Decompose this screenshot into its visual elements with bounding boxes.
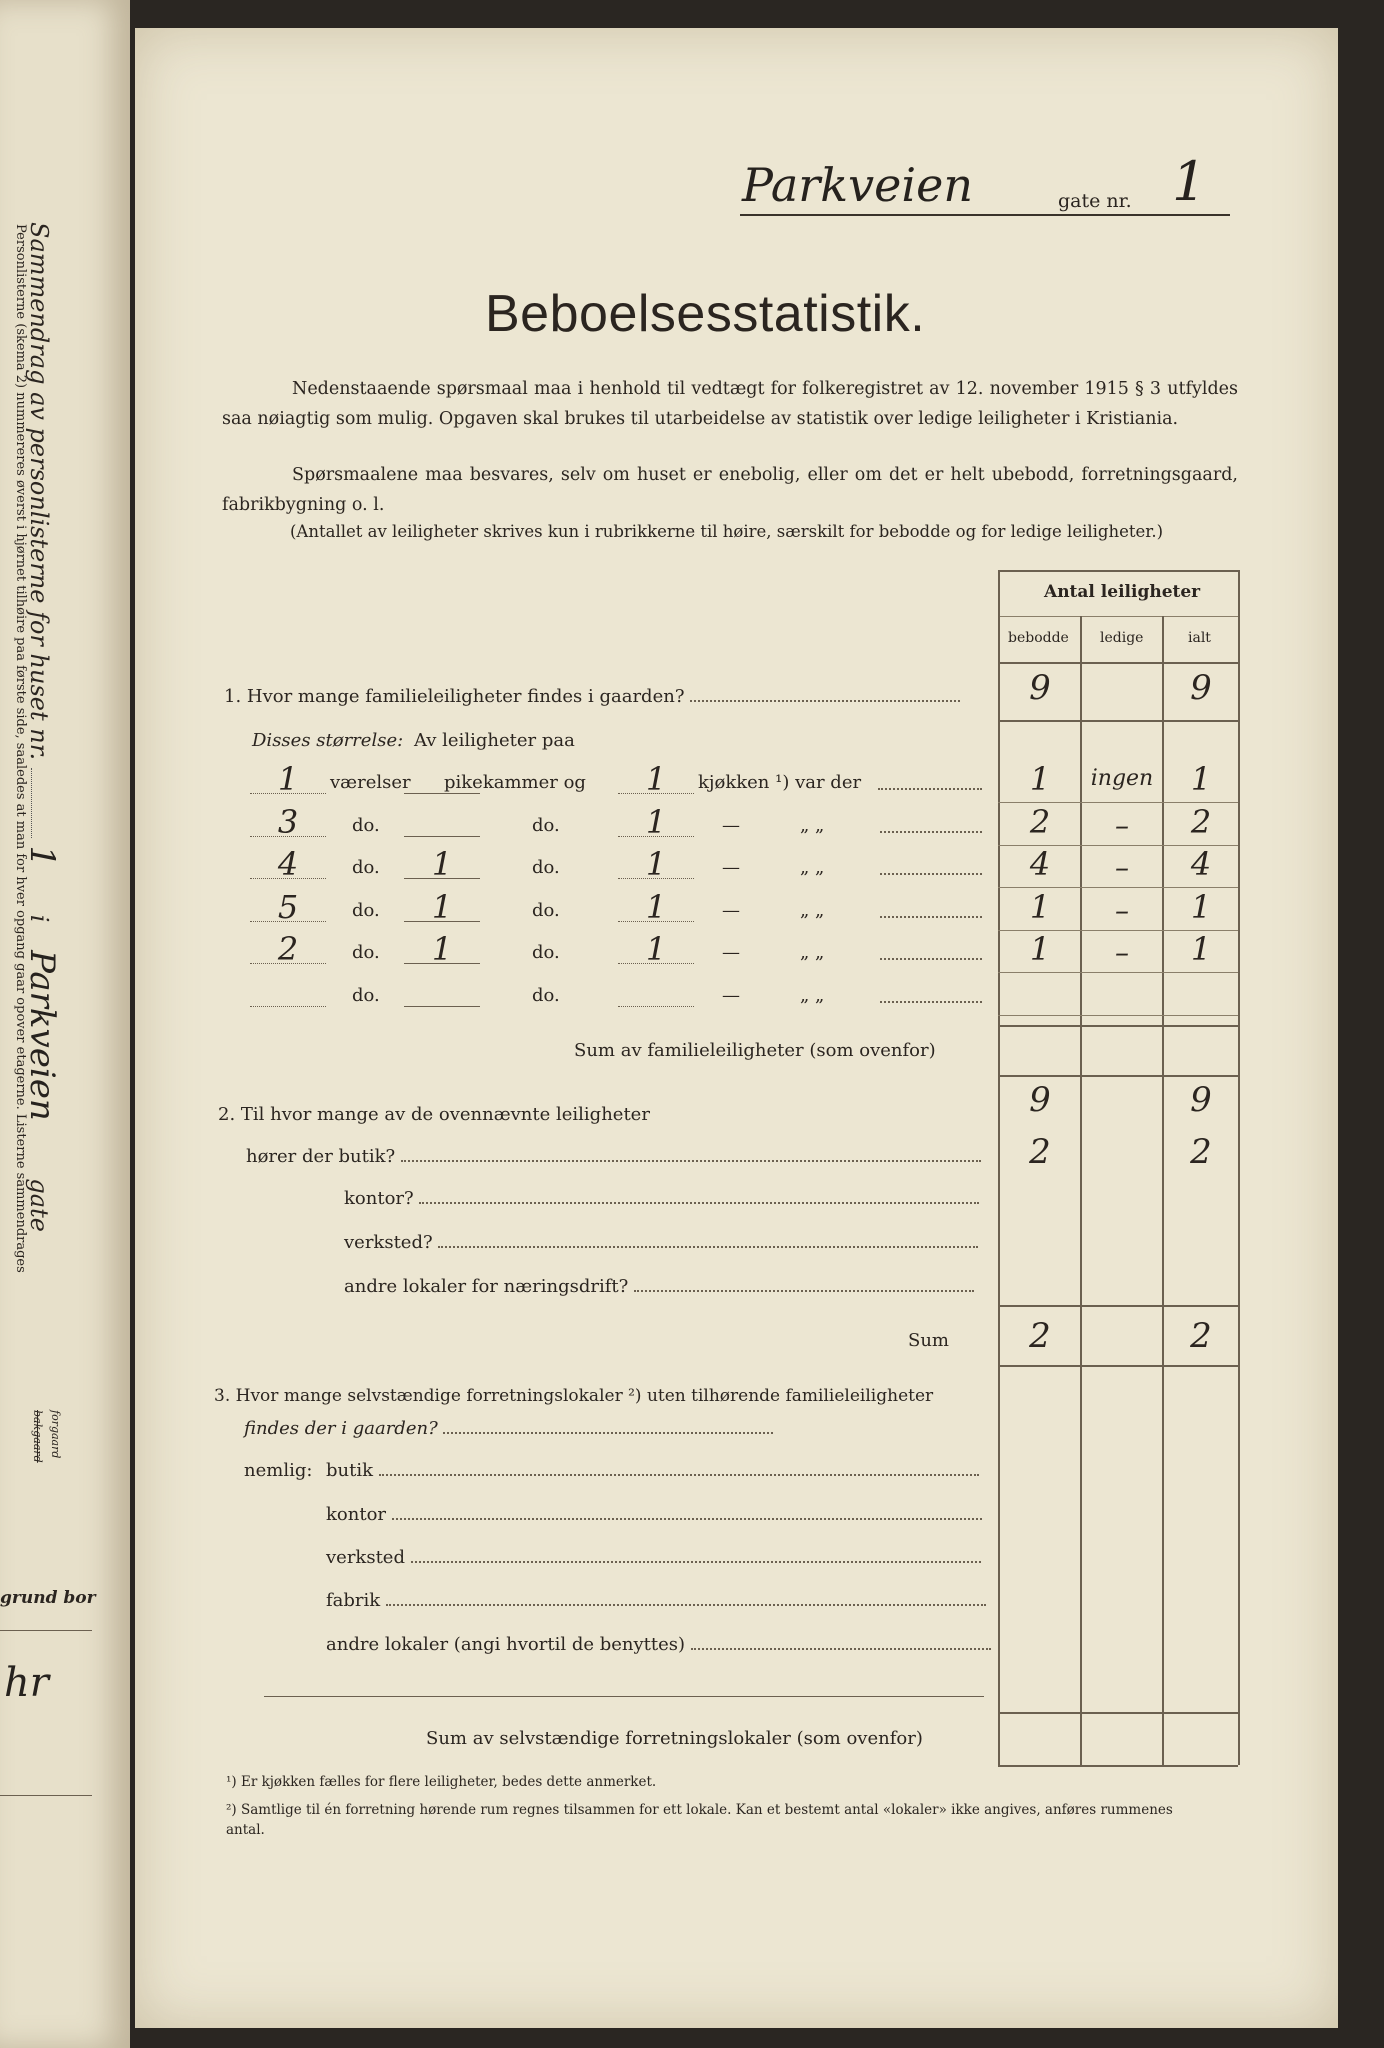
row-rule-sum1 [998,1075,1238,1077]
size-row-vaerelser: 3 [277,802,299,841]
size-row-pike: 1 [431,930,453,968]
q3-andre-text: andre lokaler (angi hvortil de benyttes) [326,1634,686,1655]
size-row-do-1: do. [352,984,380,1006]
left-page-strip [0,0,130,2048]
q2-kontor [344,1188,979,1209]
size-row-kjokken: 1 [645,930,667,968]
size-row-do-1: do. [352,814,380,836]
size-row-ledige: – [1115,936,1129,969]
q2-butik-ialt: 2 [1190,1132,1212,1172]
q2-butik-bebodde: 2 [1029,1132,1051,1172]
size-row-ialt: 1 [1190,930,1212,968]
size-row-vaerelser: 1 [277,760,299,798]
q2-top-bebodde: 9 [1029,1080,1051,1120]
house-number: 1 [1172,150,1207,213]
page-title: Beboelsesstatistik. [485,285,926,343]
row-rule-q3-end [998,1712,1238,1714]
size-row-vaerelser: 2 [277,930,299,968]
q3-label-b-text: findes der i gaarden? [244,1418,438,1439]
q2-verksted-text: verksted? [344,1232,433,1253]
size-row-vaerelser: 5 [277,887,299,926]
q3-label-b [244,1418,773,1439]
q3-andre [326,1634,991,1655]
size-row-dash: — [722,984,740,1006]
margin-grund-bor: grund bor [0,1588,96,1608]
q2-verksted [344,1232,978,1253]
q2-andre [344,1276,974,1297]
size-row-ditto: „ „ [800,942,825,963]
q3-verksted-text: verksted [326,1547,405,1568]
margin-bakgaard [31,1410,44,1463]
size-row-pike-line [404,835,480,837]
size-row-dash: — [722,857,740,878]
size-row-dash: — [722,814,740,836]
intro-paragraph-1: Nedenstaaende spørsmaal maa i henhold til vedtægt for folkeregistret av 12. november 1915 § 3 utfyldes saa nøiagtig som mulig. Opgaven skal brukes til utarbeidelse av statistik over ledige leiligheter i Kristiania. [222,379,1238,429]
size-row-leader [880,958,982,960]
q2-sum-label: Sum [908,1330,949,1351]
margin-small-vertical [13,224,28,1524]
size-row-bebodde: 1 [1029,760,1051,798]
size-intro: Disses størrelse: [252,730,404,751]
q3-butik [326,1460,979,1481]
size-row-ialt: 2 [1190,802,1212,841]
table-header-bottom [998,662,1238,664]
q1-label-text: 1. Hvor mange familieleiligheter findes i gaarden? [224,686,685,707]
q2-label-a-text: 2. Til hvor mange av de ovennævnte leiligheter [218,1104,650,1125]
size-row-vaerelser: 4 [277,845,299,883]
size-row-do-1: do. [352,899,380,921]
q1-label [224,686,960,707]
margin-forgaard [49,1410,62,1458]
street-underline [740,214,1230,216]
size-row-leader [880,831,982,833]
size-row-pike: 1 [431,887,453,926]
row-rule-sizes-end [998,1025,1238,1027]
margin-scrawl: hr [4,1660,49,1706]
table-right-border [1238,570,1240,1765]
margin-vertical-heading [22,222,62,1232]
size-row-bebodde: 1 [1029,887,1051,926]
size-row-ledige: – [1115,893,1129,927]
q1-ialt: 9 [1190,668,1212,708]
size-row-leader [880,916,982,918]
size-row-rule [998,972,1238,973]
margin-i: i [25,914,53,923]
size-row-ditto: „ „ [800,857,825,878]
col-ledige: ledige [1100,630,1144,646]
size-row-vaerelser-line [250,1005,326,1007]
size-row-pike-line [404,1005,480,1007]
street-name: Parkveien [742,158,973,212]
size-row-bebodde: 1 [1029,930,1051,968]
intro-paragraph-2: Spørsmaalene maa besvares, selv om huset er enebolig, eller om det er helt ubebodd, forretningsgaard, fabrikbygning o. l. [222,465,1238,515]
size-row-dash: — [722,899,740,921]
size-row-leader [878,788,982,790]
size-row-vaerelser-label: værelser [330,772,411,793]
margin-forgaard-text: forgaard [49,1410,62,1459]
size-row-ditto: „ „ [800,814,825,836]
footnote-2: ²) Samtlige til én forretning hørende rum regnes tilsammen for ett lokale. Kan et bestemt antal «lokaler» ikke angives, anføres rummenes antal. [226,1802,1173,1838]
size-row-ledige: – [1115,808,1129,842]
col-bebodde: bebodde [1008,630,1069,646]
size-row-leader [880,873,982,875]
row-rule-q1 [998,720,1238,722]
q2-kontor-text: kontor? [344,1188,414,1209]
size-row-ledige: – [1115,851,1129,884]
size-row-kjokken-line [618,1005,694,1007]
size-row-kjokken: 1 [645,887,667,926]
size-row-pike: 1 [431,845,453,883]
q3-fabrik-text: fabrik [326,1590,381,1611]
q2-butik [246,1146,981,1167]
q1-bebodde: 9 [1029,668,1051,708]
row-rule-q2-end [998,1305,1238,1307]
margin-rule [0,1630,92,1631]
margin-rule-2 [0,1795,92,1796]
size-row-do-1: do. [352,857,380,878]
size-row-pike-label: pikekammer og [444,772,586,793]
q3-write-line [264,1696,984,1697]
size-row-do-2: do. [532,899,560,921]
col-ialt: ialt [1188,630,1211,646]
margin-small-text: Personlisterne (skema 2) nummereres øverst i hjørnet tilhøire paa første side, saaledes at man for hver opgang gaar opover etagerne. Listerne sammendrages [13,224,28,1273]
q2-andre-text: andre lokaler for næringsdrift? [344,1276,629,1297]
sum-family-label: Sum av familieleiligheter (som ovenfor) [574,1040,936,1061]
q3-fabrik [326,1590,986,1611]
row-rule-sum2 [998,1365,1238,1367]
size-row-kjokken: 1 [645,802,667,841]
size-row-do-1: do. [352,942,380,963]
size-row-leader [880,1001,982,1003]
q2-butik-text: hører der butik? [246,1146,396,1167]
q3-sum-label: Sum av selvstændige forretningslokaler (som ovenfor) [426,1728,923,1749]
table-top-rule [998,570,1238,572]
q2-sum-bebodde: 2 [1029,1316,1051,1356]
size-row-kjokken: 1 [645,845,667,883]
q3-kontor-text: kontor [326,1504,387,1525]
size-row-rule [998,1015,1238,1016]
q3-label-a: 3. Hvor mange selvstændige forretningslokaler ²) uten tilhørende familieleiligheter [214,1386,934,1406]
footnote-1: ¹) Er kjøkken fælles for flere leiligheter, bedes dette anmerket. [226,1774,657,1790]
size-row-ditto: „ „ [800,899,825,921]
table-header-rule [998,616,1238,617]
size-row-ialt: 1 [1190,760,1212,798]
size-row-kjokken-label: kjøkken ¹) var der [698,772,862,793]
size-row-ialt: 1 [1190,887,1212,926]
intro-paragraph-3: (Antallet av leiligheter skrives kun i rubrikkerne til høire, særskilt for bebodde og for ledige leiligheter.) [290,522,1164,541]
size-row-ialt: 4 [1190,845,1212,883]
margin-heading-text: Sammendrag av personlisterne for huset nr. [25,222,53,761]
q3-butik-text: butik [326,1460,374,1481]
q2-top-ialt: 9 [1190,1080,1212,1120]
margin-bakgaard-text: bakgaard [31,1410,44,1463]
q3-kontor [326,1504,982,1525]
size-row-bebodde: 4 [1029,845,1051,883]
table-group-header: Antal leiligheter [1044,582,1201,602]
q3-nemlig: nemlig: [244,1460,313,1481]
margin-gate: gate [25,1178,53,1232]
q2-label-a [218,1104,650,1125]
size-intro-2: Av leiligheter paa [414,730,575,751]
size-row-ledige: ingen [1090,766,1154,791]
gate-nr-label: gate nr. [1058,190,1132,212]
q3-verksted [326,1547,981,1568]
size-row-dash: — [722,942,740,963]
row-rule-sum3 [998,1765,1238,1767]
size-row-kjokken: 1 [645,760,667,798]
q2-sum-ialt: 2 [1190,1316,1212,1356]
size-row-do-2: do. [532,942,560,963]
margin-street: Parkveien [22,950,62,1121]
size-row-ditto: „ „ [800,984,825,1006]
margin-house-number: 1 [22,845,62,868]
size-row-do-2: do. [532,984,560,1006]
size-row-bebodde: 2 [1029,802,1051,841]
size-row-do-2: do. [532,814,560,836]
size-row-do-2: do. [532,857,560,878]
